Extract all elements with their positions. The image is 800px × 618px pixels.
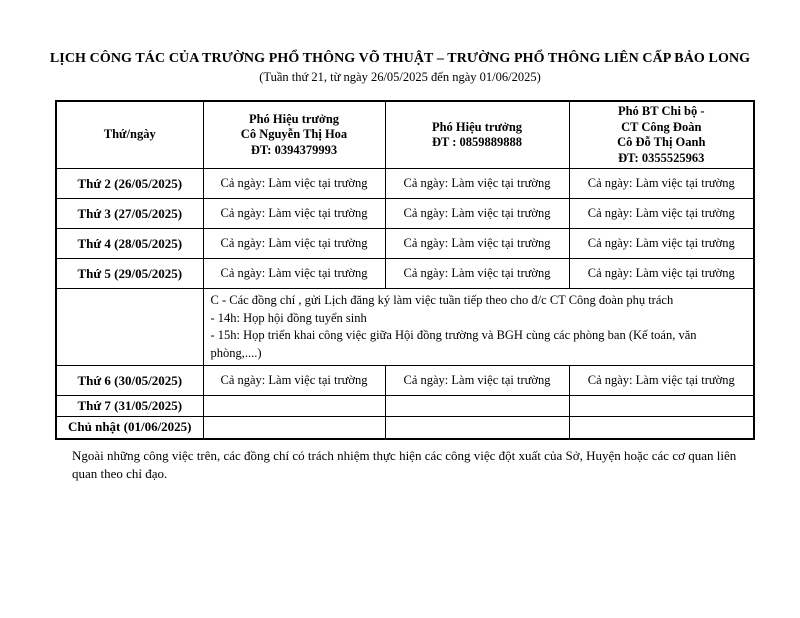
schedule-cell: Cả ngày: Làm việc tại trường <box>203 169 385 199</box>
table-row-friday <box>56 366 754 396</box>
day-cell: Thứ 5 (29/05/2025) <box>56 259 203 289</box>
schedule-cell: Cả ngày: Làm việc tại trường <box>203 229 385 259</box>
day-cell: Thứ 4 (28/05/2025) <box>56 229 203 259</box>
header-line: CT Công Đoàn <box>621 119 702 134</box>
document-subtitle: (Tuần thứ 21, từ ngày 26/05/2025 đến ngày 01/06/2025) <box>259 70 541 84</box>
schedule-cell <box>203 417 385 439</box>
day-cell: Thứ 7 (31/05/2025) <box>56 396 203 417</box>
schedule-cell: Cả ngày: Làm việc tại trường <box>203 199 385 229</box>
schedule-cell: Cả ngày: Làm việc tại trường <box>385 259 569 289</box>
day-cell: Thứ 2 (26/05/2025) <box>56 169 203 199</box>
day-cell: Thứ 3 (27/05/2025) <box>56 199 203 229</box>
schedule-cell: Cả ngày: Làm việc tại trường <box>569 199 754 229</box>
schedule-cell: Cả ngày: Làm việc tại trường <box>569 169 754 199</box>
schedule-cell: Cả ngày: Làm việc tại trường <box>385 169 569 199</box>
schedule-cell <box>385 417 569 439</box>
note-line: - 14h: Họp hội đồng tuyển sinh <box>210 310 367 325</box>
schedule-cell <box>203 396 385 417</box>
table-row-tuesday <box>56 199 754 229</box>
header-line: Phó Hiệu trưởng <box>248 111 340 126</box>
schedule-cell: Cả ngày: Làm việc tại trường <box>385 366 569 396</box>
note-line: C - Các đồng chí , gửi Lịch đăng ký làm việc tuần tiếp theo cho đ/c CT Công đoàn phụ trách <box>210 293 674 307</box>
day-cell: Thứ 6 (30/05/2025) <box>56 366 203 396</box>
notes-cell <box>203 289 754 366</box>
note-line: - 15h: Họp triển khai công việc giữa Hội đồng trường và BGH cùng các phòng ban (Kế toán, văn phòng,....) <box>210 328 697 360</box>
header-cell-party-union <box>569 101 754 169</box>
header-line: Cô Đỗ Thị Oanh <box>617 135 706 149</box>
schedule-cell <box>385 396 569 417</box>
schedule-cell <box>569 396 754 417</box>
table-row-notes <box>56 289 754 366</box>
header-line: Phó Hiệu trưởng <box>431 119 523 134</box>
header-line: ĐT: 0355525963 <box>618 150 705 165</box>
schedule-cell: Cả ngày: Làm việc tại trường <box>569 259 754 289</box>
header-cell-day <box>56 101 203 169</box>
table-row-saturday <box>56 396 754 417</box>
table-row-wednesday <box>56 229 754 259</box>
header-line: ĐT: 0394379993 <box>250 142 338 157</box>
header-cell-vice-principal-2 <box>385 101 569 169</box>
schedule-cell: Cả ngày: Làm việc tại trường <box>203 259 385 289</box>
schedule-cell: Cả ngày: Làm việc tại trường <box>569 366 754 396</box>
schedule-cell: Cả ngày: Làm việc tại trường <box>385 229 569 259</box>
header-line: Cô Nguyễn Thị Hoa <box>240 127 348 142</box>
header-cell-vice-principal-1 <box>203 101 385 169</box>
day-cell: Chủ nhật (01/06/2025) <box>56 417 203 439</box>
table-row-thursday <box>56 259 754 289</box>
schedule-table <box>55 100 755 440</box>
header-line: Phó BT Chi bộ - <box>617 104 705 118</box>
schedule-cell: Cả ngày: Làm việc tại trường <box>385 199 569 229</box>
footer-note: Ngoài những công việc trên, các đồng chí có trách nhiệm thực hiện các công việc đột xuất của Sở, Huyện hoặc các cơ quan liên quan theo chỉ đạo. <box>72 448 737 481</box>
document-title: LỊCH CÔNG TÁC CỦA TRƯỜNG PHỔ THÔNG VÕ THUẬT – TRƯỜNG PHỔ THÔNG LIÊN CẤP BẢO LONG <box>49 51 751 66</box>
table-header-row <box>56 101 754 169</box>
schedule-cell <box>569 417 754 439</box>
header-line: ĐT : 0859889888 <box>431 135 523 149</box>
table-row-sunday <box>56 417 754 439</box>
schedule-cell: Cả ngày: Làm việc tại trường <box>203 366 385 396</box>
schedule-cell: Cả ngày: Làm việc tại trường <box>569 229 754 259</box>
day-cell-empty <box>56 289 203 366</box>
header-line: Thứ/ngày <box>103 127 156 142</box>
table-row-monday <box>56 169 754 199</box>
